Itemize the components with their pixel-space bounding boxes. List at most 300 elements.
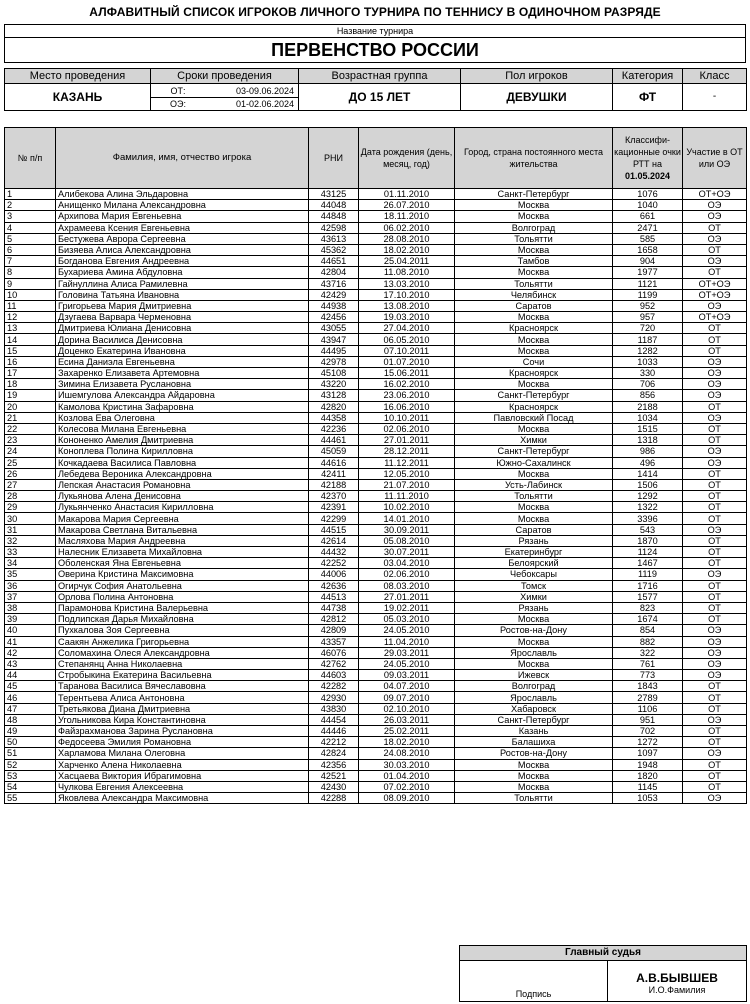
player-name: Яковлева Александра Максимовна bbox=[56, 793, 309, 804]
player-participation: ОТ+ОЭ bbox=[683, 289, 747, 300]
player-dob: 15.06.2011 bbox=[359, 368, 455, 379]
player-city: Москва bbox=[455, 468, 613, 479]
player-name: Лепская Анастасия Романовна bbox=[56, 479, 309, 490]
table-row bbox=[5, 222, 747, 233]
player-name: Бестужева Аврора Сергеевна bbox=[56, 233, 309, 244]
player-dob: 27.01.2011 bbox=[359, 435, 455, 446]
player-rni: 42252 bbox=[309, 558, 359, 569]
player-rating: 1318 bbox=[613, 435, 683, 446]
player-city: Москва bbox=[455, 781, 613, 792]
player-rni: 42762 bbox=[309, 658, 359, 669]
player-participation: ОТ bbox=[683, 345, 747, 356]
table-row bbox=[5, 189, 747, 200]
player-number: 15 bbox=[5, 345, 56, 356]
player-rni: 42299 bbox=[309, 513, 359, 524]
player-city: Ярославль bbox=[455, 647, 613, 658]
player-rni: 42236 bbox=[309, 423, 359, 434]
player-number: 21 bbox=[5, 412, 56, 423]
player-rating: 3396 bbox=[613, 513, 683, 524]
player-rating: 706 bbox=[613, 379, 683, 390]
player-number: 33 bbox=[5, 547, 56, 558]
player-rating: 1716 bbox=[613, 580, 683, 591]
player-rating: 1119 bbox=[613, 569, 683, 580]
table-row bbox=[5, 658, 747, 669]
player-participation: ОЭ bbox=[683, 569, 747, 580]
player-rni: 43357 bbox=[309, 636, 359, 647]
player-rating: 1199 bbox=[613, 289, 683, 300]
player-number: 42 bbox=[5, 647, 56, 658]
player-rating: 1977 bbox=[613, 267, 683, 278]
player-name: Головина Татьяна Ивановна bbox=[56, 289, 309, 300]
player-rating: 1292 bbox=[613, 491, 683, 502]
player-rni: 43830 bbox=[309, 703, 359, 714]
player-rni: 42636 bbox=[309, 580, 359, 591]
player-rni: 44603 bbox=[309, 670, 359, 681]
player-city: Москва bbox=[455, 502, 613, 513]
player-dob: 30.09.2011 bbox=[359, 524, 455, 535]
player-dob: 01.11.2010 bbox=[359, 189, 455, 200]
player-name: Бухариева Амина Абдуловна bbox=[56, 267, 309, 278]
player-name: Терентьева Алиса Антоновна bbox=[56, 692, 309, 703]
player-participation: ОТ bbox=[683, 435, 747, 446]
judge-name: А.В.БЫВШЕВ bbox=[636, 970, 718, 985]
table-row bbox=[5, 793, 747, 804]
player-number: 26 bbox=[5, 468, 56, 479]
player-rating: 496 bbox=[613, 457, 683, 468]
player-number: 10 bbox=[5, 289, 56, 300]
player-name: Доценко Екатерина Ивановна bbox=[56, 345, 309, 356]
player-rni: 42430 bbox=[309, 781, 359, 792]
player-rni: 42456 bbox=[309, 312, 359, 323]
player-city: Москва bbox=[455, 636, 613, 647]
table-row bbox=[5, 267, 747, 278]
player-name: Дорина Василиса Денисовна bbox=[56, 334, 309, 345]
player-rni: 45108 bbox=[309, 368, 359, 379]
player-rating: 1674 bbox=[613, 614, 683, 625]
player-name: Зимина Елизавета Руслановна bbox=[56, 379, 309, 390]
player-participation: ОТ bbox=[683, 479, 747, 490]
player-dob: 30.03.2010 bbox=[359, 759, 455, 770]
player-name: Ишемгулова Александра Айдаровна bbox=[56, 390, 309, 401]
player-rating: 957 bbox=[613, 312, 683, 323]
player-rni: 42804 bbox=[309, 267, 359, 278]
player-rni: 45059 bbox=[309, 446, 359, 457]
player-name: Третьякова Диана Дмитриевна bbox=[56, 703, 309, 714]
table-row bbox=[5, 524, 747, 535]
table-row bbox=[5, 748, 747, 759]
player-rating: 1145 bbox=[613, 781, 683, 792]
player-dob: 05.08.2010 bbox=[359, 535, 455, 546]
player-rating: 1515 bbox=[613, 423, 683, 434]
player-number: 27 bbox=[5, 479, 56, 490]
player-participation: ОТ bbox=[683, 602, 747, 613]
player-name: Макарова Светлана Витальевна bbox=[56, 524, 309, 535]
table-row bbox=[5, 312, 747, 323]
venue-header: Место проведения bbox=[5, 69, 151, 84]
player-rni: 42820 bbox=[309, 401, 359, 412]
player-number: 13 bbox=[5, 323, 56, 334]
player-number: 11 bbox=[5, 300, 56, 311]
table-row bbox=[5, 535, 747, 546]
player-city: Сочи bbox=[455, 356, 613, 367]
player-rni: 42429 bbox=[309, 289, 359, 300]
player-number: 22 bbox=[5, 423, 56, 434]
player-rni: 43613 bbox=[309, 233, 359, 244]
player-rni: 42812 bbox=[309, 614, 359, 625]
player-rating: 1658 bbox=[613, 244, 683, 255]
table-row bbox=[5, 356, 747, 367]
table-row bbox=[5, 457, 747, 468]
player-dob: 18.02.2010 bbox=[359, 737, 455, 748]
player-city: Саратов bbox=[455, 524, 613, 535]
player-dob: 02.06.2010 bbox=[359, 569, 455, 580]
player-dob: 24.05.2010 bbox=[359, 625, 455, 636]
table-row bbox=[5, 547, 747, 558]
player-name: Дзугаева Варвара Черменовна bbox=[56, 312, 309, 323]
player-number: 32 bbox=[5, 535, 56, 546]
player-participation: ОЭ bbox=[683, 446, 747, 457]
player-number: 35 bbox=[5, 569, 56, 580]
player-city: Москва bbox=[455, 770, 613, 781]
player-participation: ОЭ bbox=[683, 379, 747, 390]
player-rni: 44006 bbox=[309, 569, 359, 580]
table-row bbox=[5, 726, 747, 737]
player-number: 1 bbox=[5, 189, 56, 200]
player-participation: ОТ bbox=[683, 703, 747, 714]
player-participation: ОТ bbox=[683, 692, 747, 703]
player-dob: 13.08.2010 bbox=[359, 300, 455, 311]
table-row bbox=[5, 681, 747, 692]
player-dob: 13.03.2010 bbox=[359, 278, 455, 289]
player-dob: 07.02.2010 bbox=[359, 781, 455, 792]
player-dob: 25.02.2011 bbox=[359, 726, 455, 737]
player-dob: 21.07.2010 bbox=[359, 479, 455, 490]
table-row bbox=[5, 345, 747, 356]
player-rating: 1097 bbox=[613, 748, 683, 759]
player-city: Москва bbox=[455, 759, 613, 770]
player-rating: 1506 bbox=[613, 479, 683, 490]
player-participation: ОЭ bbox=[683, 356, 747, 367]
player-rni: 42288 bbox=[309, 793, 359, 804]
player-name: Колесова Милана Евгеньевна bbox=[56, 423, 309, 434]
player-rni: 44738 bbox=[309, 602, 359, 613]
player-rating: 823 bbox=[613, 602, 683, 613]
player-city: Балашиха bbox=[455, 737, 613, 748]
player-rating: 1577 bbox=[613, 591, 683, 602]
player-number: 41 bbox=[5, 636, 56, 647]
player-participation: ОТ+ОЭ bbox=[683, 312, 747, 323]
table-row bbox=[5, 435, 747, 446]
player-city: Екатеринбург bbox=[455, 547, 613, 558]
player-name: Оверина Кристина Максимовна bbox=[56, 569, 309, 580]
player-number: 2 bbox=[5, 200, 56, 211]
player-participation: ОТ bbox=[683, 401, 747, 412]
player-name: Камолова Кристина Зафаровна bbox=[56, 401, 309, 412]
player-city: Ростов-на-Дону bbox=[455, 625, 613, 636]
player-rating: 904 bbox=[613, 256, 683, 267]
player-city: Москва bbox=[455, 379, 613, 390]
player-rni: 45362 bbox=[309, 244, 359, 255]
player-name: Есина Даниэла Евгеньевна bbox=[56, 356, 309, 367]
table-row bbox=[5, 244, 747, 255]
table-row bbox=[5, 558, 747, 569]
player-dob: 26.03.2011 bbox=[359, 714, 455, 725]
player-number: 44 bbox=[5, 670, 56, 681]
player-participation: ОТ bbox=[683, 468, 747, 479]
player-city: Москва bbox=[455, 614, 613, 625]
player-city: Саратов bbox=[455, 300, 613, 311]
player-name: Орлова Полина Антоновна bbox=[56, 591, 309, 602]
col-dob-header: Дата рождения (день, месяц, год) bbox=[359, 128, 455, 189]
player-rni: 44848 bbox=[309, 211, 359, 222]
player-city: Красноярск bbox=[455, 368, 613, 379]
player-name: Чулкова Евгения Алексеевна bbox=[56, 781, 309, 792]
player-number: 23 bbox=[5, 435, 56, 446]
table-row bbox=[5, 770, 747, 781]
table-row bbox=[5, 625, 747, 636]
player-number: 6 bbox=[5, 244, 56, 255]
player-rni: 43055 bbox=[309, 323, 359, 334]
player-city: Санкт-Петербург bbox=[455, 446, 613, 457]
table-row bbox=[5, 670, 747, 681]
player-name: Федосеева Эмилия Романовна bbox=[56, 737, 309, 748]
table-row bbox=[5, 759, 747, 770]
player-participation: ОТ bbox=[683, 737, 747, 748]
player-dob: 02.10.2010 bbox=[359, 703, 455, 714]
player-rating: 1106 bbox=[613, 703, 683, 714]
dates-header: Сроки проведения bbox=[151, 69, 299, 84]
player-name: Ахрамеева Ксения Евгеньевна bbox=[56, 222, 309, 233]
player-number: 43 bbox=[5, 658, 56, 669]
player-participation: ОТ bbox=[683, 614, 747, 625]
table-row bbox=[5, 569, 747, 580]
table-row bbox=[5, 446, 747, 457]
player-rni: 42391 bbox=[309, 502, 359, 513]
player-dob: 10.02.2010 bbox=[359, 502, 455, 513]
player-participation: ОТ bbox=[683, 502, 747, 513]
player-participation: ОТ bbox=[683, 726, 747, 737]
player-participation: ОЭ bbox=[683, 647, 747, 658]
table-row bbox=[5, 334, 747, 345]
player-number: 46 bbox=[5, 692, 56, 703]
player-city: Казань bbox=[455, 726, 613, 737]
player-name: Пухкалова Зоя Сергеевна bbox=[56, 625, 309, 636]
player-rni: 42614 bbox=[309, 535, 359, 546]
player-participation: ОЭ bbox=[683, 211, 747, 222]
player-city: Москва bbox=[455, 658, 613, 669]
table-row bbox=[5, 602, 747, 613]
player-rni: 44938 bbox=[309, 300, 359, 311]
player-rating: 882 bbox=[613, 636, 683, 647]
player-rni: 42824 bbox=[309, 748, 359, 759]
player-dob: 23.06.2010 bbox=[359, 390, 455, 401]
player-rni: 44048 bbox=[309, 200, 359, 211]
table-row bbox=[5, 692, 747, 703]
player-rating: 1053 bbox=[613, 793, 683, 804]
player-number: 51 bbox=[5, 748, 56, 759]
table-row bbox=[5, 289, 747, 300]
player-participation: ОТ bbox=[683, 513, 747, 524]
table-row bbox=[5, 323, 747, 334]
player-participation: ОТ bbox=[683, 267, 747, 278]
player-rni: 43947 bbox=[309, 334, 359, 345]
col-num-header: № п/п bbox=[5, 128, 56, 189]
player-city: Москва bbox=[455, 513, 613, 524]
player-city: Павловский Посад bbox=[455, 412, 613, 423]
player-rating: 1121 bbox=[613, 278, 683, 289]
gender-value: ДЕВУШКИ bbox=[461, 84, 613, 111]
class-value: - bbox=[683, 84, 747, 111]
age-group-header: Возрастная группа bbox=[299, 69, 461, 84]
player-name: Саакян Анжелика Григорьевна bbox=[56, 636, 309, 647]
player-city: Южно-Сахалинск bbox=[455, 457, 613, 468]
player-number: 52 bbox=[5, 759, 56, 770]
player-city: Челябинск bbox=[455, 289, 613, 300]
table-row bbox=[5, 468, 747, 479]
player-rating: 702 bbox=[613, 726, 683, 737]
player-city: Белоярский bbox=[455, 558, 613, 569]
player-name: Лебедева Вероника Александровна bbox=[56, 468, 309, 479]
player-number: 39 bbox=[5, 614, 56, 625]
player-participation: ОТ bbox=[683, 244, 747, 255]
table-row bbox=[5, 423, 747, 434]
player-name: Файзрахманова Зарина Руслановна bbox=[56, 726, 309, 737]
signature-label: Подпись bbox=[515, 989, 552, 999]
player-name: Подлипская Дарья Михайловна bbox=[56, 614, 309, 625]
player-rni: 42809 bbox=[309, 625, 359, 636]
player-rating: 986 bbox=[613, 446, 683, 457]
player-name: Харченко Алена Николаевна bbox=[56, 759, 309, 770]
player-dob: 14.01.2010 bbox=[359, 513, 455, 524]
player-dob: 27.01.2011 bbox=[359, 591, 455, 602]
player-rating: 1272 bbox=[613, 737, 683, 748]
player-participation: ОЭ bbox=[683, 714, 747, 725]
player-rni: 42356 bbox=[309, 759, 359, 770]
player-dob: 12.05.2010 bbox=[359, 468, 455, 479]
dates-oe: 01-02.06.2024 bbox=[235, 98, 294, 109]
player-rating: 1467 bbox=[613, 558, 683, 569]
player-participation: ОЭ bbox=[683, 457, 747, 468]
col-city-header: Город, страна постоянного места жительства bbox=[455, 128, 613, 189]
player-participation: ОЭ bbox=[683, 658, 747, 669]
player-participation: ОЭ bbox=[683, 670, 747, 681]
table-row bbox=[5, 256, 747, 267]
player-participation: ОЭ bbox=[683, 625, 747, 636]
dates-oe-row bbox=[151, 97, 298, 110]
player-city: Красноярск bbox=[455, 401, 613, 412]
player-participation: ОТ+ОЭ bbox=[683, 189, 747, 200]
player-rating: 1870 bbox=[613, 535, 683, 546]
class-header: Класс bbox=[683, 69, 747, 84]
player-dob: 11.04.2010 bbox=[359, 636, 455, 647]
player-participation: ОТ bbox=[683, 558, 747, 569]
player-rating: 854 bbox=[613, 625, 683, 636]
player-name: Угольникова Кира Константиновна bbox=[56, 714, 309, 725]
venue-value: КАЗАНЬ bbox=[5, 84, 151, 111]
player-rating: 1040 bbox=[613, 200, 683, 211]
player-dob: 04.07.2010 bbox=[359, 681, 455, 692]
player-rni: 42370 bbox=[309, 491, 359, 502]
player-number: 17 bbox=[5, 368, 56, 379]
player-participation: ОТ bbox=[683, 591, 747, 602]
table-row bbox=[5, 647, 747, 658]
player-number: 28 bbox=[5, 491, 56, 502]
player-name: Масляхова Мария Андреевна bbox=[56, 535, 309, 546]
player-participation: ОЭ bbox=[683, 524, 747, 535]
player-participation: ОТ bbox=[683, 759, 747, 770]
table-row bbox=[5, 200, 747, 211]
player-participation: ОЭ bbox=[683, 390, 747, 401]
table-row bbox=[5, 211, 747, 222]
player-participation: ОТ bbox=[683, 770, 747, 781]
player-rni: 43716 bbox=[309, 278, 359, 289]
player-city: Санкт-Петербург bbox=[455, 390, 613, 401]
table-row bbox=[5, 278, 747, 289]
player-number: 24 bbox=[5, 446, 56, 457]
player-dob: 19.02.2011 bbox=[359, 602, 455, 613]
player-rating: 322 bbox=[613, 647, 683, 658]
table-row bbox=[5, 781, 747, 792]
player-participation: ОТ bbox=[683, 423, 747, 434]
player-rating: 952 bbox=[613, 300, 683, 311]
player-rni: 44446 bbox=[309, 726, 359, 737]
player-dob: 30.07.2011 bbox=[359, 547, 455, 558]
player-rating: 2471 bbox=[613, 222, 683, 233]
player-city: Москва bbox=[455, 244, 613, 255]
player-dob: 09.07.2010 bbox=[359, 692, 455, 703]
player-rating: 1322 bbox=[613, 502, 683, 513]
player-name: Налесник Елизавета Михайловна bbox=[56, 547, 309, 558]
age-group-value: ДО 15 ЛЕТ bbox=[299, 84, 461, 111]
player-rni: 44461 bbox=[309, 435, 359, 446]
player-number: 29 bbox=[5, 502, 56, 513]
player-city: Тольятти bbox=[455, 491, 613, 502]
player-city: Санкт-Петербург bbox=[455, 189, 613, 200]
player-name: Богданова Евгения Андреевна bbox=[56, 256, 309, 267]
player-dob: 09.03.2011 bbox=[359, 670, 455, 681]
player-name: Гайнуллина Алиса Рамилевна bbox=[56, 278, 309, 289]
player-name: Стробыкина Екатерина Васильевна bbox=[56, 670, 309, 681]
table-row bbox=[5, 636, 747, 647]
player-number: 48 bbox=[5, 714, 56, 725]
table-row bbox=[5, 591, 747, 602]
player-number: 50 bbox=[5, 737, 56, 748]
player-city: Рязань bbox=[455, 535, 613, 546]
player-rni: 42521 bbox=[309, 770, 359, 781]
player-name: Коноплева Полина Кирилловна bbox=[56, 446, 309, 457]
player-rni: 42930 bbox=[309, 692, 359, 703]
player-dob: 11.12.2011 bbox=[359, 457, 455, 468]
player-rni: 44513 bbox=[309, 591, 359, 602]
player-rni: 42212 bbox=[309, 737, 359, 748]
player-city: Тольятти bbox=[455, 793, 613, 804]
player-city: Рязань bbox=[455, 602, 613, 613]
player-dob: 18.02.2010 bbox=[359, 244, 455, 255]
tournament-info-table bbox=[4, 68, 747, 111]
player-number: 55 bbox=[5, 793, 56, 804]
player-city: Ростов-на-Дону bbox=[455, 748, 613, 759]
player-number: 47 bbox=[5, 703, 56, 714]
player-rating: 2188 bbox=[613, 401, 683, 412]
player-city: Москва bbox=[455, 200, 613, 211]
player-rating: 1414 bbox=[613, 468, 683, 479]
table-row bbox=[5, 513, 747, 524]
tournament-name: ПЕРВЕНСТВО РОССИИ bbox=[5, 38, 746, 63]
player-rating: 2789 bbox=[613, 692, 683, 703]
player-city: Москва bbox=[455, 211, 613, 222]
chief-judge-block bbox=[459, 945, 747, 1002]
player-name: Огирчук София Анатольевна bbox=[56, 580, 309, 591]
